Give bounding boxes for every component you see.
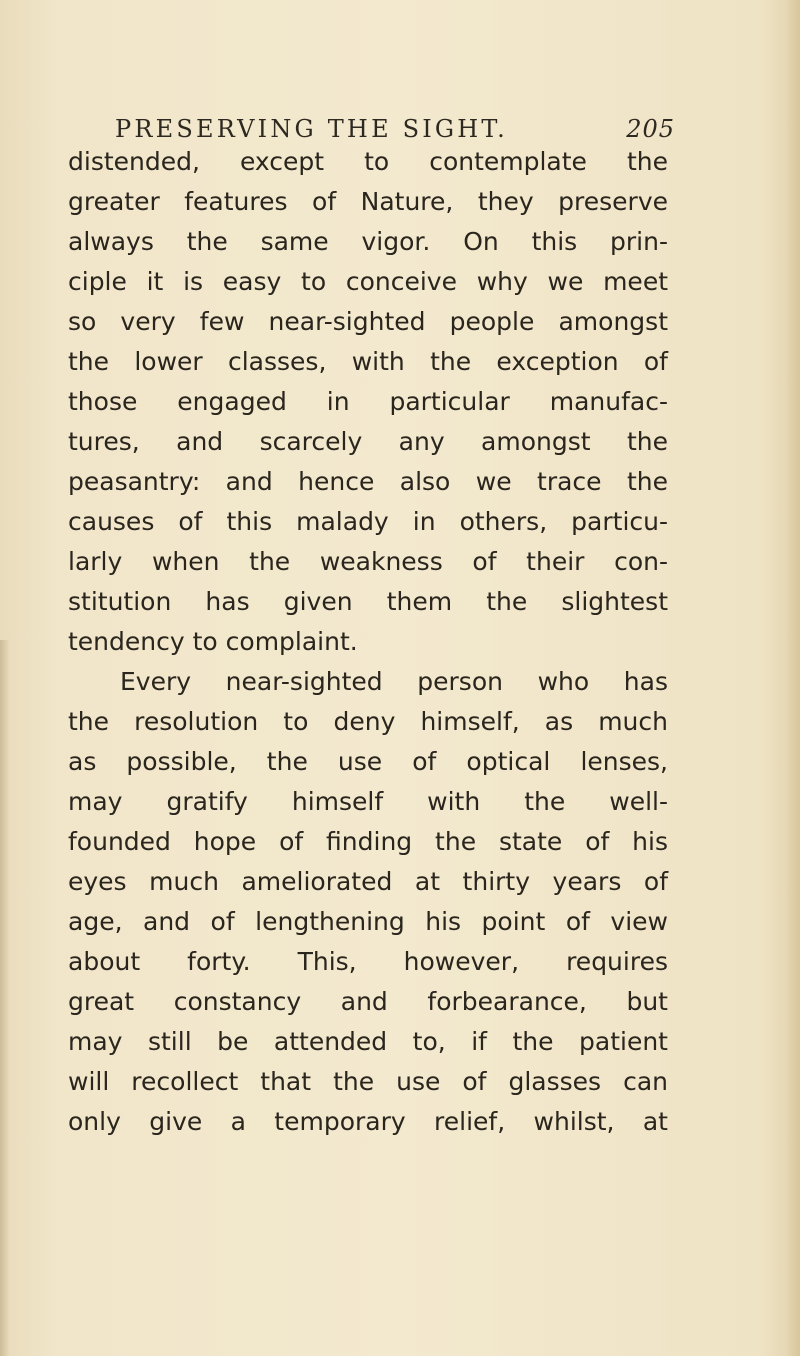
page-edge: [786, 0, 800, 1356]
text-line: about forty. This, however, requires: [68, 947, 668, 976]
text-line: stitution has given them the slightest: [68, 587, 668, 616]
text-line: distended, except to contemplate the: [68, 147, 668, 176]
text-line: as possible, the use of optical lenses,: [68, 747, 668, 776]
text-line: great constancy and forbearance, but: [68, 987, 668, 1016]
text-line: so very few near-sighted people amongst: [68, 307, 668, 336]
text-line: the resolution to deny himself, as much: [68, 707, 668, 736]
text-line: those engaged in particular manufac-: [68, 387, 668, 416]
text-line: founded hope of finding the state of his: [68, 827, 668, 856]
text-line: eyes much ameliorated at thirty years of: [68, 867, 668, 896]
page-number: 205: [626, 115, 675, 143]
text-line: Every near-sighted person who has: [120, 667, 668, 696]
running-head: PRESERVING THE SIGHT.: [115, 115, 508, 143]
text-line: greater features of Nature, they preserve: [68, 187, 668, 216]
body-text: [68, 142, 668, 1142]
text-line: larly when the weakness of their con-: [68, 547, 668, 576]
text-line: always the same vigor. On this prin-: [68, 227, 668, 256]
text-line: tendency to complaint.: [68, 627, 358, 656]
text-line: will recollect that the use of glasses can: [68, 1067, 668, 1096]
text-line: only give a temporary relief, whilst, at: [68, 1107, 668, 1136]
spine-shadow: [0, 640, 10, 1356]
text-line: ciple it is easy to conceive why we meet: [68, 267, 668, 296]
text-line: causes of this malady in others, particu-: [68, 507, 668, 536]
text-line: age, and of lengthening his point of view: [68, 907, 668, 936]
text-line: may still be attended to, if the patient: [68, 1027, 668, 1056]
text-line: tures, and scarcely any amongst the: [68, 427, 668, 456]
text-line: may gratify himself with the well-: [68, 787, 668, 816]
text-line: the lower classes, with the exception of: [68, 347, 668, 376]
text-line: peasantry: and hence also we trace the: [68, 467, 668, 496]
